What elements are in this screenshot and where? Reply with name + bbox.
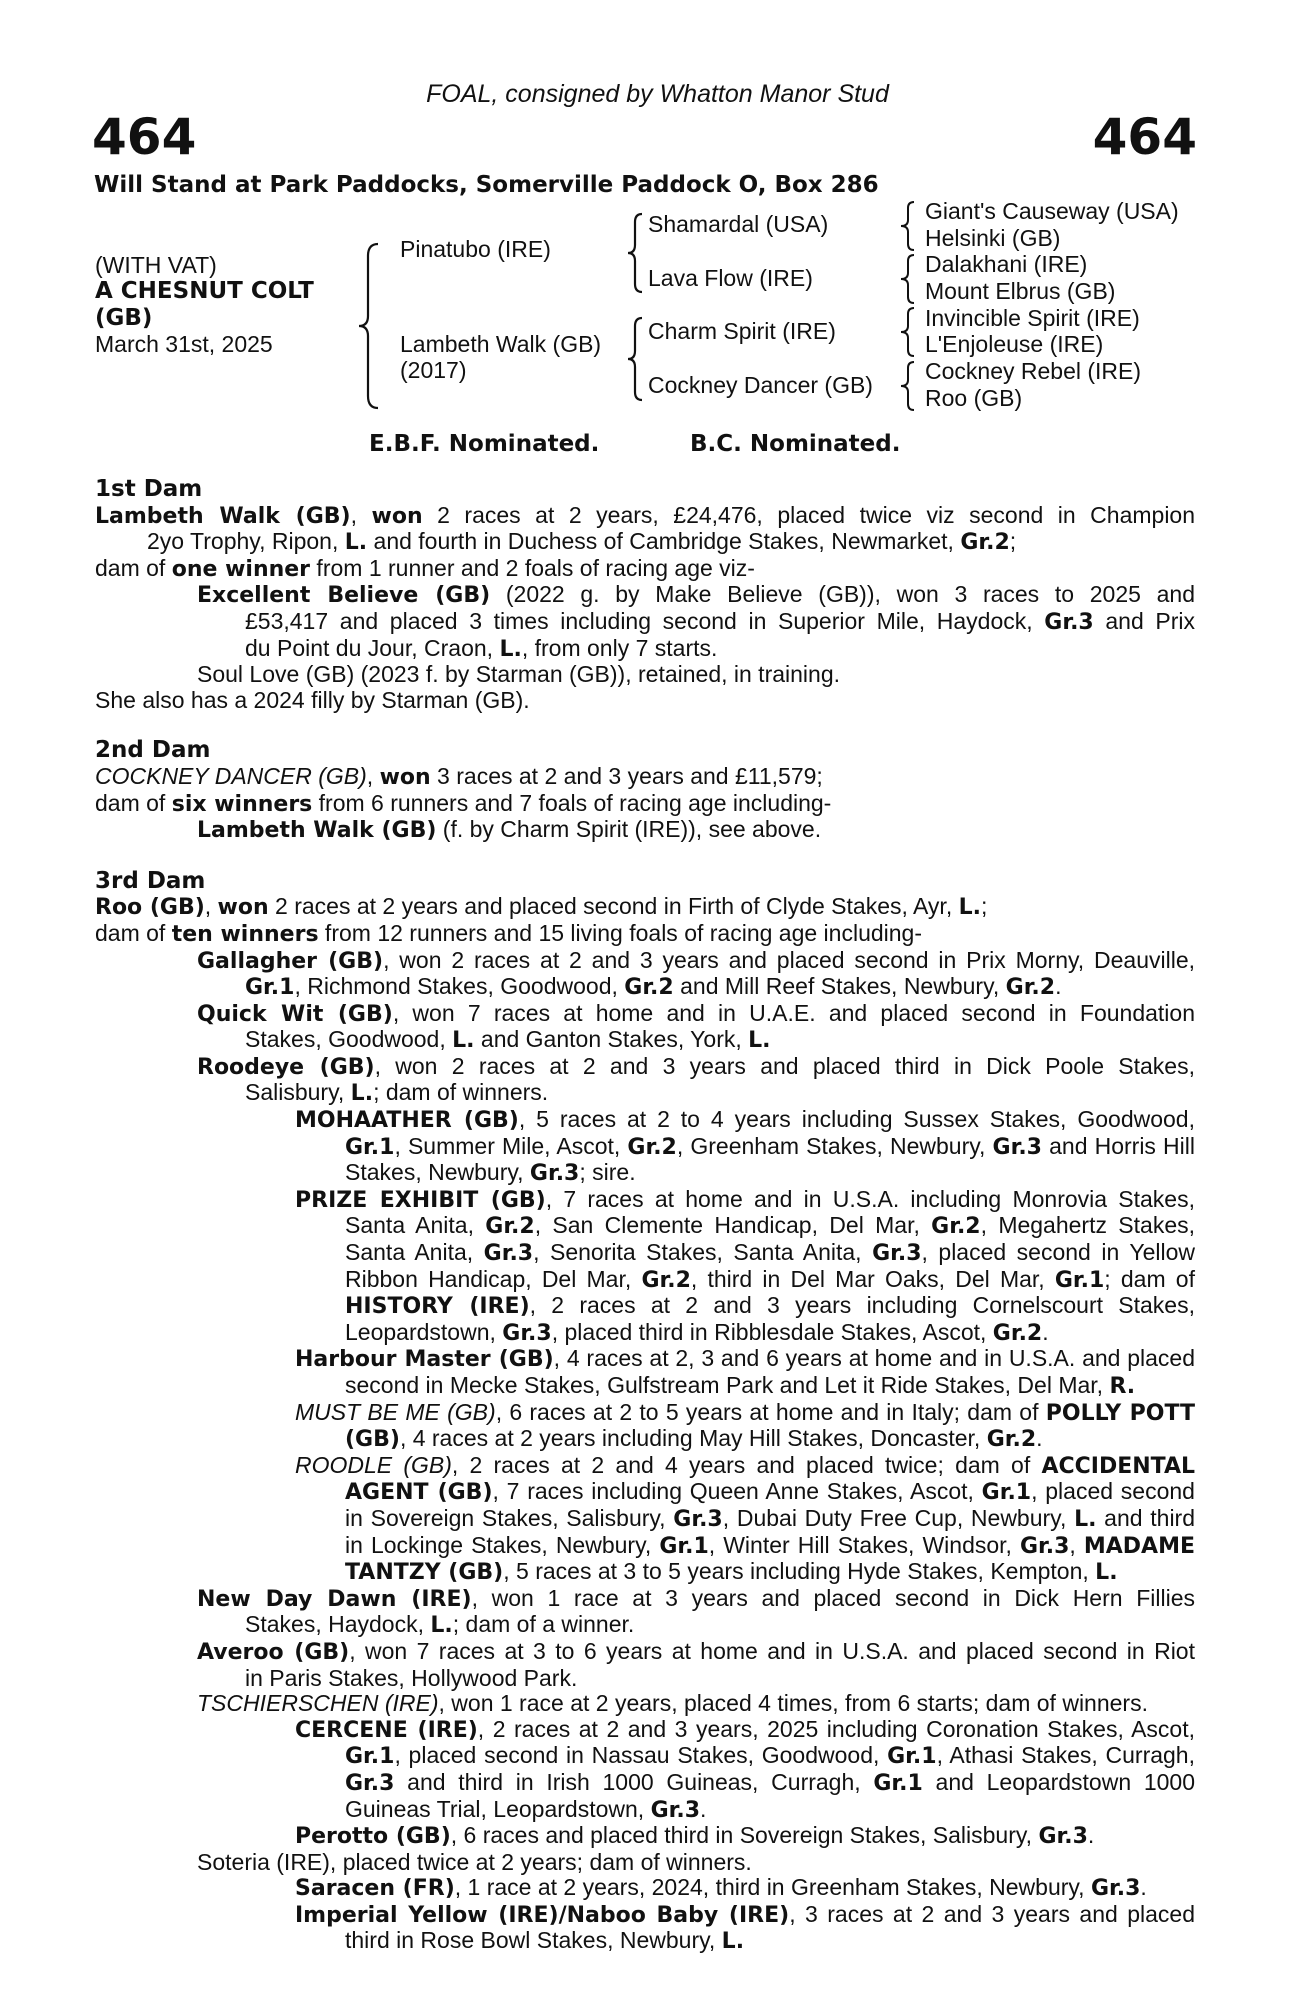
text-run: , won 2 races at 2 and 3 years and placed second in Prix Morny, Deauville, [383,946,1195,973]
bold-text: Imperial Yellow (IRE)/Naboo Baby (IRE) [295,1902,790,1928]
text-line [95,1612,1195,1639]
text-line [95,1875,1195,1902]
bold-text: Gr.3 [1019,1533,1070,1559]
section-gap [95,713,1195,738]
bold-text: Gr.2 [986,1427,1037,1453]
section-gap [95,844,1195,869]
grandsire-1: Giant's Causeway (USA) [925,198,1179,224]
bold-text: Saracen (FR) [295,1876,455,1902]
text-run: and fourth in Duchess of Cambridge Stakes, Newmarket, [367,528,961,555]
grandsire-8: Roo (GB) [925,385,1023,411]
text-run: , won 2 races at 2 and 3 years and placed third in Dick Poole Stakes, [374,1052,1195,1079]
text-run: and Horris Hill [1041,1132,1195,1159]
text-run: , 1 race at 2 years, 2024, third in Greenham Stakes, Newbury, [454,1874,1091,1901]
bold-text: Gallagher (GB) [197,948,384,974]
brace-g3 [896,306,920,358]
text-run: 2 races at 2 years, £24,476, placed twice viz second in Champion [422,501,1196,528]
text-run: , [204,893,218,920]
text-line [95,1267,1195,1294]
bold-text: Gr.1 [887,1744,937,1770]
text-line [95,1187,1195,1214]
text-run: Salisbury, [245,1079,351,1106]
foaling-date: March 31st, 2025 [95,331,273,357]
text-line [95,636,1195,663]
bold-text: PRIZE EXHIBIT (GB) [295,1187,546,1213]
text-run: , 7 races including Queen Anne Stakes, Ascot, [492,1478,982,1505]
brace-g4 [896,360,920,412]
section-heading [95,738,1195,764]
text-line [95,688,1195,714]
text-run: , 5 races at 3 to 5 years including Hyde Stakes, Kempton, [503,1558,1096,1585]
text-line [95,1400,1195,1427]
text-run: from 12 runners and 15 living foals of racing age including- [318,919,923,946]
text-line [95,1134,1195,1161]
text-run: ; [981,893,988,920]
text-run: , won 1 race at 3 years and placed second in Dick Hern Fillies [471,1584,1195,1611]
text-run: ; dam of [1104,1265,1195,1292]
grandsire-7: Cockney Rebel (IRE) [925,358,1142,384]
bold-text: AGENT (GB) [345,1480,493,1506]
text-run: , Summer Mile, Ascot, [394,1132,628,1159]
text-run: in Lockinge Stakes, Newbury, [345,1531,660,1558]
bold-text: L. [748,1028,771,1054]
text-line [95,1639,1195,1666]
lot-name-suffix: (GB) [95,305,153,331]
vat-label: (WITH VAT) [95,252,217,278]
text-run: . [1055,973,1062,1000]
text-run: Stakes, Newbury, [345,1159,530,1186]
bold-text: Gr.2 [624,975,674,1001]
bold-text: MADAME [1083,1533,1196,1559]
text-run: , third in Del Mar Oaks, Del Mar, [690,1265,1055,1292]
text-line [95,1373,1195,1400]
text-line [95,894,1195,921]
text-run: ; dam of a winner. [452,1611,635,1638]
brace-g2 [896,253,920,305]
bold-text: MOHAATHER (GB) [295,1108,519,1134]
text-run: ; dam of winners. [373,1079,549,1106]
brace-dam [624,316,648,402]
text-run: 2yo Trophy, Ripon, [147,528,345,555]
text-run: Guineas Trial, Leopardstown, [345,1795,651,1822]
bold-text: R. [1109,1374,1136,1399]
text-line [95,1902,1195,1929]
text-run: , placed third in Ribblesdale Stakes, Ascot, [551,1318,993,1345]
text-run: . [1042,1318,1049,1345]
lot-number-left: 464 [92,108,197,166]
grandsire-2: Helsinki (GB) [925,225,1061,251]
text-run: , 4 races at 2 years including May Hill Stakes, Doncaster, [399,1425,987,1452]
text-run: du Point du Jour, Craon, [245,634,500,661]
text-line [95,582,1195,609]
bold-text: six winners [171,791,313,817]
text-run: , Richmond Stakes, Goodwood, [294,973,625,1000]
bold-text: Harbour Master (GB) [295,1347,554,1373]
ebf-nomination: E.B.F. Nominated. [369,431,600,457]
text-run: , [366,762,380,789]
bold-text: Roodeye (GB) [197,1054,375,1080]
dam: Lambeth Walk (GB) [400,331,602,357]
italic-text: COCKNEY DANCER (GB) [95,762,367,789]
text-run: ; [1009,528,1017,555]
bold-text: CERCENE (IRE) [295,1717,478,1743]
text-line [95,1320,1195,1347]
text-line [95,662,1195,688]
text-line [95,1426,1195,1453]
text-line [95,1080,1195,1107]
bold-text: L. [452,1028,475,1054]
text-line [95,1027,1195,1054]
text-line [95,1850,1195,1876]
bold-text: Gr.3 [345,1770,395,1796]
text-line [95,503,1195,530]
text-run: , 5 races at 2 to 4 years including Sussex Stakes, Goodwood, [518,1106,1195,1133]
text-run: , from only 7 starts. [521,634,718,661]
text-run: and Leopardstown 1000 [922,1768,1196,1795]
text-line [95,1743,1195,1770]
bold-text: L. [344,530,368,556]
text-line [95,1797,1195,1824]
text-run: Stakes, Goodwood, [245,1026,453,1053]
bold-text: Gr.2 [485,1214,535,1240]
text-run: , 7 races at home and in U.S.A. including Monrovia Stakes, [545,1185,1195,1212]
text-run: , Winter Hill Stakes, Windsor, [708,1531,1020,1558]
bold-text: Gr.1 [345,1134,395,1160]
bold-text: Gr.2 [992,1320,1043,1346]
dam-sire: Charm Spirit (IRE) [648,318,836,344]
text-run: Soteria (IRE), placed twice at 2 years; dam of winners. [197,1848,752,1875]
text-line [95,556,1195,583]
bold-text: New Day Dawn (IRE) [197,1586,472,1612]
text-run: . [1087,1822,1095,1849]
bold-text: Lambeth Walk (GB) [197,818,437,844]
text-run: Santa Anita, [345,1239,484,1266]
text-run: . [1036,1425,1043,1452]
bold-text: Gr.3 [1038,1824,1088,1850]
bold-text: Gr.1 [873,1770,923,1796]
bold-text: L. [350,1081,374,1107]
bc-nomination: B.C. Nominated. [690,431,901,457]
text-run: , 2 races at 2 and 3 years including Cornelscourt Stakes, [529,1292,1195,1319]
bold-text: L. [1095,1560,1118,1586]
section-heading [95,477,1195,503]
text-run: , 4 races at 2, 3 and 6 years at home and in U.S.A. and placed [553,1345,1195,1372]
text-run: , placed second [1031,1478,1195,1505]
text-line [95,1506,1195,1533]
bold-text: Roo (GB) [95,895,205,921]
text-run: , 6 races at 2 to 5 years at home and in Italy; dam of [495,1398,1046,1425]
text-run: 3 races at 2 and 3 years and £11,579; [430,762,823,789]
bold-text: won [379,764,431,790]
catalogue-body [95,477,1195,1955]
bold-text: Gr.3 [502,1320,552,1346]
text-run: Ribbon Handicap, Del Mar, [345,1265,642,1292]
text-run: , [1069,1531,1084,1558]
bold-text: Gr.2 [627,1134,677,1160]
bold-text: Averoo (GB) [197,1639,350,1665]
text-line [95,1479,1195,1506]
bold-text: Gr.1 [1054,1267,1105,1293]
stand-location: Will Stand at Park Paddocks, Somerville Paddock O, Box 286 [94,172,879,198]
text-run: and third [1096,1504,1196,1531]
bold-text: Gr.3 [872,1241,922,1267]
sire-dam: Lava Flow (IRE) [648,265,813,291]
text-run: in Sovereign Stakes, Salisbury, [345,1504,674,1531]
bold-text: won [371,503,423,529]
text-run: , Greenham Stakes, Newbury, [676,1132,993,1159]
text-line [95,1453,1195,1480]
text-line [95,1213,1195,1240]
text-run: , 6 races and placed third in Sovereign Stakes, Salisbury, [450,1822,1039,1849]
text-run: Stakes, Haydock, [245,1611,431,1638]
bold-text: TANTZY (GB) [345,1560,504,1586]
bold-text: Gr.1 [981,1480,1032,1506]
text-run: from 1 runner and 2 foals of racing age viz- [310,554,755,581]
bold-text: Gr.3 [529,1161,580,1187]
bold-text: Gr.2 [1005,975,1056,1001]
bold-text: Gr.2 [931,1214,981,1240]
text-run: and Ganton Stakes, York, [474,1026,749,1053]
bold-text: Gr.3 [673,1506,723,1532]
bold-text: Gr.2 [960,530,1010,556]
text-run: , Megahertz Stakes, [980,1212,1195,1239]
text-run: 3rd Dam [95,867,206,894]
bold-text: POLLY POTT [1045,1400,1196,1426]
text-run: , placed second in Nassau Stakes, Goodwood, [394,1742,888,1769]
text-line [95,1691,1195,1717]
text-run: 2 races at 2 years and placed second in Firth of Clyde Stakes, Ayr, [268,893,959,920]
text-line [95,1928,1195,1955]
bold-text: Gr.2 [641,1267,691,1293]
text-line [95,1770,1195,1797]
section-heading [95,869,1195,895]
text-run: (f. by Charm Spirit (IRE)), see above. [436,816,822,843]
brace-main [356,242,386,410]
bold-text: Gr.3 [1044,609,1094,635]
bold-text: Gr.3 [992,1134,1042,1160]
text-run: 2nd Dam [95,737,211,764]
bold-text: Quick Wit (GB) [197,1001,393,1027]
text-line [95,1559,1195,1586]
text-line [95,1293,1195,1320]
text-run: , 3 races at 2 and 3 years and placed [789,1900,1196,1927]
bold-text: Gr.3 [650,1797,700,1823]
text-run: dam of [95,554,172,581]
text-run: third in Rose Bowl Stakes, Newbury, [345,1927,722,1954]
lot-number-right: 464 [1092,108,1197,166]
grandsire-3: Dalakhani (IRE) [925,251,1088,277]
page-subtitle: FOAL, consigned by Whatton Manor Stud [426,80,889,108]
text-run: second in Mecke Stakes, Gulfstream Park and Let it Ride Stakes, Del Mar, [345,1372,1110,1398]
text-line [95,1160,1195,1187]
text-line [95,974,1195,1001]
text-run: , won 7 races at home and in U.A.E. and placed second in Foundation [392,999,1196,1026]
text-line [95,609,1195,636]
bold-text: Gr.1 [245,975,295,1001]
text-run: , [350,501,372,528]
text-line [95,1533,1195,1560]
text-run: , Athasi Stakes, Curragh, [936,1742,1195,1769]
text-run: . [1140,1874,1147,1901]
bold-text: Gr.3 [483,1241,534,1267]
bold-text: L. [1074,1506,1097,1532]
brace-sire [624,212,648,294]
sire-sire: Shamardal (USA) [648,211,829,237]
bold-text: Lambeth Walk (GB) [95,503,351,529]
bold-text: Gr.1 [659,1533,709,1559]
text-run: , placed second in Yellow [921,1239,1195,1266]
text-run: and third in Irish 1000 Guineas, Curragh, [394,1768,874,1795]
text-line [95,1054,1195,1081]
text-run: , 2 races at 2 and 4 years and placed twice; dam of [451,1451,1042,1478]
bold-text: ten winners [171,921,319,947]
text-line [95,791,1195,818]
text-run: 1st Dam [95,476,203,502]
bold-text: (GB) [345,1427,400,1453]
text-run: (2022 g. by Make Believe (GB)), won 3 races to 2025 and [490,581,1195,608]
text-run: ; sire. [579,1159,636,1186]
grandsire-4: Mount Elbrus (GB) [925,278,1116,304]
text-run: , Dubai Duty Free Cup, Newbury, [722,1504,1075,1531]
text-run: dam of [95,789,172,816]
text-run: , won 1 race at 2 years, placed 4 times, from 6 starts; dam of winners. [438,1690,1148,1717]
text-line [95,1666,1195,1692]
text-line [95,1823,1195,1850]
text-run: and Mill Reef Stakes, Newbury, [673,973,1006,1000]
text-line [95,1240,1195,1267]
text-line [95,1717,1195,1744]
text-run: . [700,1795,707,1822]
bold-text: L. [721,1929,745,1955]
text-line [95,1346,1195,1373]
bold-text: won [217,895,269,921]
italic-text: ROODLE (GB) [295,1451,452,1478]
bold-text: L. [430,1613,453,1639]
text-run: She also has a 2024 filly by Starman (GB). [95,686,530,713]
text-line [95,948,1195,975]
text-run: , 2 races at 2 and 3 years, 2025 including Coronation Stakes, Ascot, [477,1715,1195,1742]
italic-text: TSCHIERSCHEN (IRE) [197,1690,439,1717]
bold-text: Gr.3 [1090,1876,1141,1902]
dam-dam: Cockney Dancer (GB) [648,372,873,398]
bold-text: L. [499,636,522,662]
bold-text: ACCIDENTAL [1041,1453,1195,1479]
dam-year: (2017) [400,357,467,383]
bold-text: Perotto (GB) [295,1824,451,1850]
text-line [95,921,1195,948]
grandsire-6: L'Enjoleuse (IRE) [925,331,1104,357]
bold-text: HISTORY (IRE) [345,1294,530,1320]
text-run: £53,417 and placed 3 times including second in Superior Mile, Haydock, [245,607,1045,634]
italic-text: MUST BE ME (GB) [295,1398,496,1425]
text-run: in Paris Stakes, Hollywood Park. [245,1664,578,1691]
bold-text: L. [958,895,981,921]
text-line [95,529,1195,556]
text-run: dam of [95,919,172,946]
sire: Pinatubo (IRE) [400,236,551,262]
text-line [95,817,1195,844]
text-run: Soul Love (GB) (2023 f. by Starman (GB)), retained, in training. [197,661,841,688]
text-run: from 6 runners and 7 foals of racing age including- [312,789,832,816]
text-line [95,1001,1195,1028]
lot-name: A CHESNUT COLT [95,278,314,304]
text-run: Leopardstown, [345,1318,503,1345]
bold-text: one winner [171,556,311,582]
brace-g1 [896,200,920,252]
text-run: , San Clemente Handicap, Del Mar, [534,1212,932,1239]
text-line [95,1586,1195,1613]
text-line [95,764,1195,791]
text-line [95,1107,1195,1134]
text-run: , won 7 races at 3 to 6 years at home and in U.S.A. and placed second in Riot [349,1637,1195,1664]
text-run: Santa Anita, [345,1212,486,1239]
text-run: and Prix [1093,607,1195,634]
bold-text: Gr.1 [345,1744,395,1770]
bold-text: Excellent Believe (GB) [197,583,491,609]
text-run: , Senorita Stakes, Santa Anita, [533,1239,873,1266]
grandsire-5: Invincible Spirit (IRE) [925,305,1140,331]
